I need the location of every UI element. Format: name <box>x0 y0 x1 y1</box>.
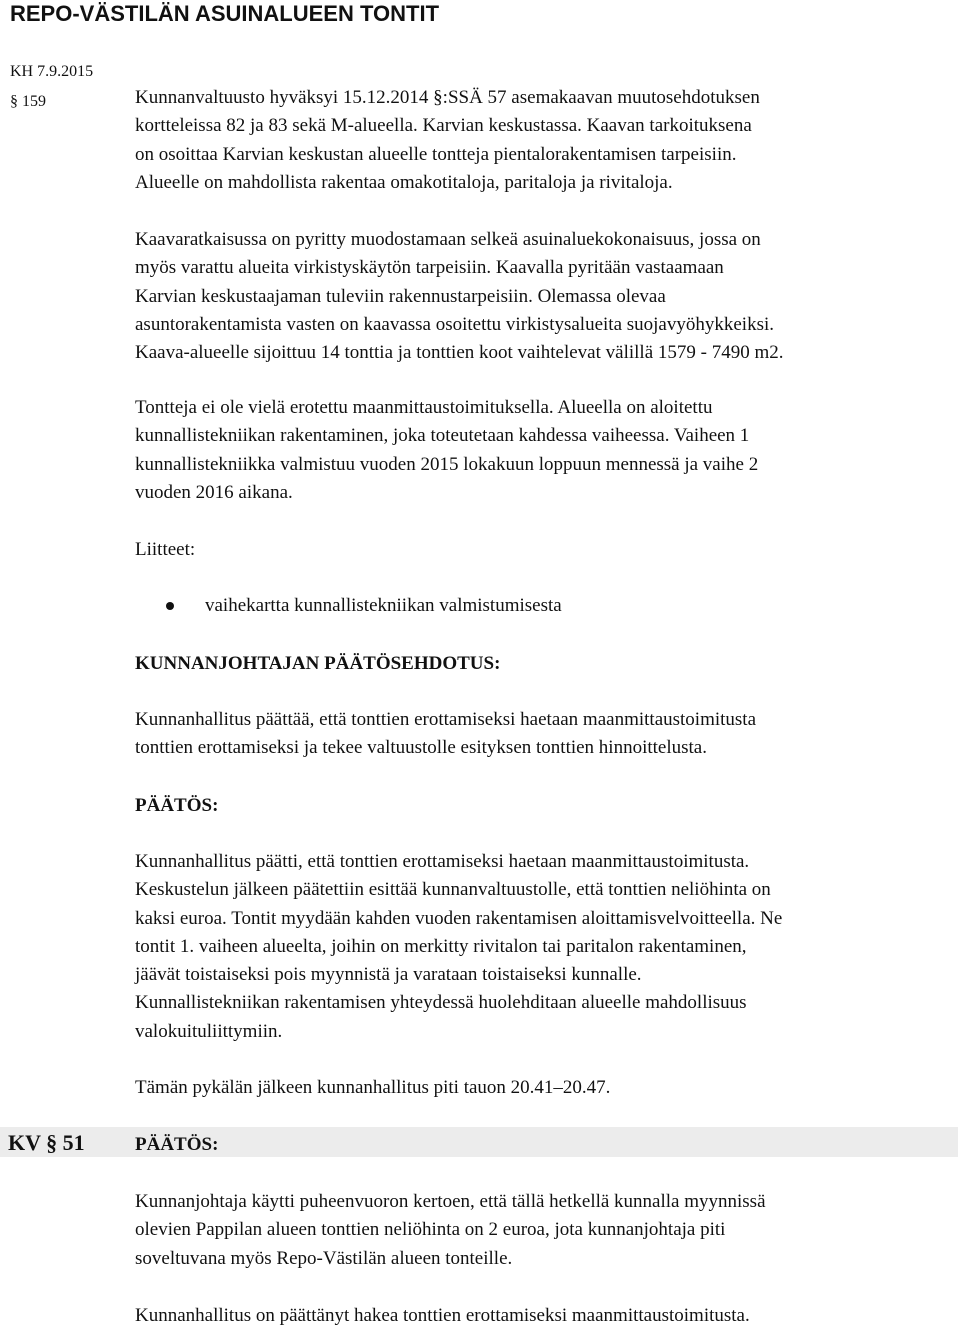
status-paragraph <box>135 394 935 507</box>
decision-line: kaksi euroa. Tontit myydään kahden vuoden rakentamisen aloittamisvelvoitteella. Ne <box>135 907 783 929</box>
plan-line: Kaava-alueelle sijoittuu 14 tonttia ja tonttien koot vaihtelevat välillä 1579 - 7490 m2. <box>135 342 784 364</box>
kv-decision-heading: PÄÄTÖS: <box>135 1134 219 1155</box>
intro-line: Alueelle on mahdollista rakentaa omakotitaloja, paritaloja ja rivitaloja. <box>135 171 673 193</box>
decision-line: Kunnanhallitus päätti, että tonttien erottamiseksi haetaan maanmittaustoimitusta. <box>135 851 750 872</box>
decision-line: Kunnallistekniikan rakentamisen yhteydessä huolehditaan alueelle mahdollisuus <box>135 992 747 1014</box>
status-line: vuoden 2016 aikana. <box>135 481 293 503</box>
plan-line: myös varattu alueita virkistyskäytön tarpeisiin. Kaavalla pyritään vastaamaan <box>135 257 724 279</box>
kv-final-line: Kunnanhallitus on päättänyt hakea tonttien erottamiseksi maanmittaustoimitusta. <box>135 1305 750 1326</box>
decision-paragraph <box>135 848 935 1046</box>
intro-line: kortteleissa 82 ja 83 sekä M-alueella. Karvian keskustassa. Kaavan tarkoituksena <box>135 115 752 137</box>
intro-paragraph <box>135 84 935 197</box>
bullet-icon <box>166 602 174 610</box>
meeting-reference: KH 7.9.2015 <box>10 63 94 80</box>
document-title: REPO-VÄSTILÄN ASUINALUEEN TONTIT <box>10 1 440 26</box>
plan-line: asuntorakentamista vasten on kaavassa osoitettu virkistysalueita suojavyöhykkeiksi. <box>135 313 775 335</box>
attachments-label: Liitteet: <box>135 539 196 560</box>
status-line: Tontteja ei ole vielä erotettu maanmittaustoimituksella. Alueella on aloitettu <box>135 397 713 418</box>
intro-line: on osoittaa Karvian keskustan alueelle tontteja pientalorakentamisen tarpeisiin. <box>135 143 737 165</box>
plan-line: Karvian keskustaajaman tuleviin rakennustarpeisiin. Olemassa olevaa <box>135 285 666 307</box>
decision-line: Keskustelun jälkeen päätettiin esittää kunnanvaltuustolle, että tonttien neliöhinta on <box>135 879 771 901</box>
plan-line: Kaavaratkaisussa on pyritty muodostamaan selkeä asuinaluekokonaisuus, jossa on <box>135 229 761 250</box>
status-line: kunnallistekniikka valmistuu vuoden 2015 lokakuun loppuun mennessä ja vaihe 2 <box>135 453 759 475</box>
attachment-item: vaihekartta kunnallistekniikan valmistumisesta <box>205 595 562 616</box>
kv-line: olevien Pappilan alueen tonttien neliöhinta on 2 euroa, jota kunnanjohtaja piti <box>135 1219 726 1241</box>
decision-line: jäävät toistaiseksi pois myynnistä ja varataan toistaiseksi kunnalle. <box>135 964 642 986</box>
kv-section-number: KV § 51 <box>8 1130 85 1155</box>
decision-heading: PÄÄTÖS: <box>135 795 219 816</box>
status-line: kunnallistekniikan rakentaminen, joka toteutetaan kahdessa vaiheessa. Vaiheen 1 <box>135 425 750 447</box>
decision-line: tontit 1. vaiheen alueelta, joihin on merkitty rivitalon tai paritalon rakentaminen, <box>135 935 747 957</box>
kv-paragraph <box>135 1188 935 1273</box>
section-number: § 159 <box>10 93 46 110</box>
kv-line: Kunnanjohtaja käytti puheenvuoron kertoen, että tällä hetkellä kunnalla myynnissä <box>135 1191 766 1212</box>
proposal-paragraph <box>135 706 935 763</box>
proposal-heading: KUNNANJOHTAJAN PÄÄTÖSEHDOTUS: <box>135 653 501 674</box>
decision-line: valokuituliittymiin. <box>135 1020 283 1042</box>
kv-line: soveltuvana myös Repo-Västilän alueen tonteille. <box>135 1247 513 1269</box>
break-note: Tämän pykälän jälkeen kunnanhallitus piti tauon 20.41–20.47. <box>135 1077 611 1098</box>
proposal-line: tonttien erottamiseksi ja tekee valtuustolle esityksen tonttien hinnoittelusta. <box>135 737 707 759</box>
intro-line: Kunnanvaltuusto hyväksyi 15.12.2014 §:SSÄ 57 asemakaavan muutosehdotuksen <box>135 87 760 108</box>
plan-paragraph <box>135 226 935 367</box>
proposal-line: Kunnanhallitus päättää, että tonttien erottamiseksi haetaan maanmittaustoimitusta <box>135 709 757 730</box>
